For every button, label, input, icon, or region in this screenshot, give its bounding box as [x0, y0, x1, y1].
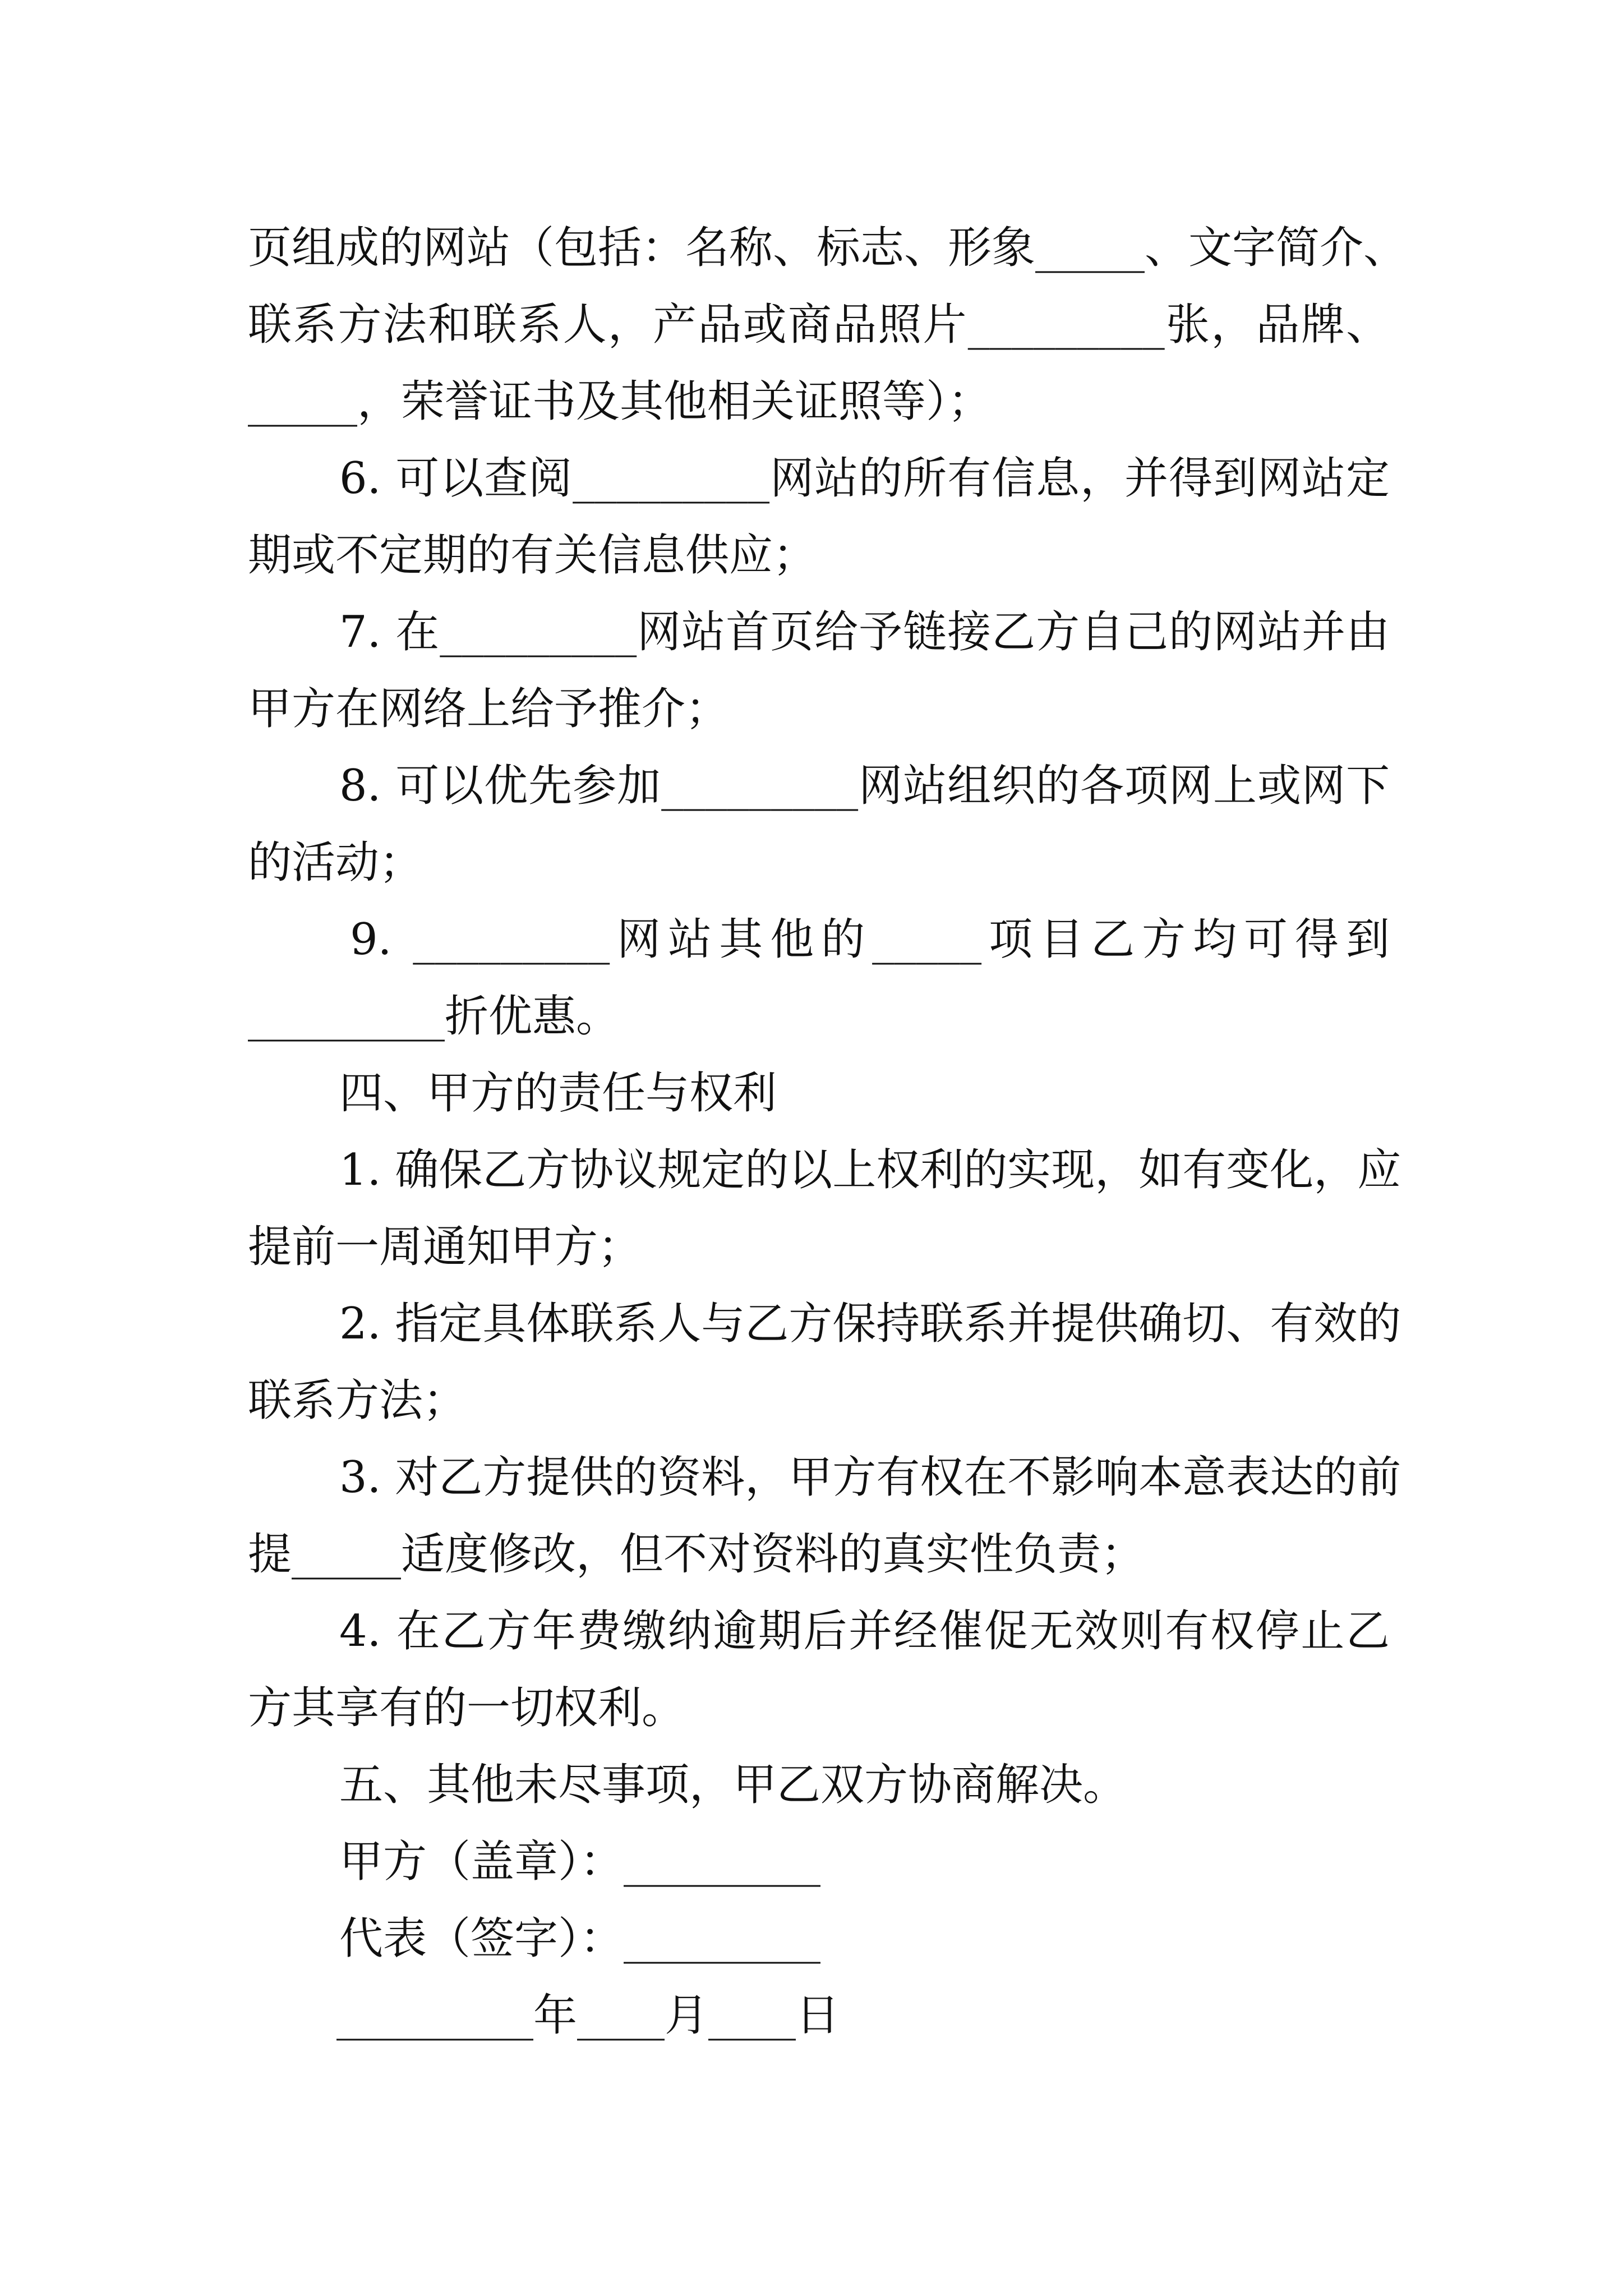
party-a-seal-label: 甲方（盖章）： [339, 1837, 624, 1887]
clause-3-6-line-2: 期或不定期的有关信息供应； [248, 530, 817, 581]
representative-signature-label: 代表（签字）： [339, 1913, 624, 1964]
clause-3-6-line-1: 6. 可以查阅_________网站的所有信息，并得到网站定 [339, 453, 1390, 504]
clause-3-5-line-3: _____，荣誉证书及其他相关证照等）； [248, 376, 992, 427]
clause-3-7-line-2: 甲方在网络上给予推介； [248, 684, 730, 734]
clause-3-8-line-2: 的活动； [248, 838, 423, 888]
clause-4-4-line-1: 4. 在乙方年费缴纳逾期后并经催促无效则有权停止乙 [339, 1606, 1390, 1657]
section-5-text: 五、其他未尽事项，甲乙双方协商解决。 [339, 1760, 1127, 1810]
clause-3-5-line-2: 联系方法和联系人，产品或商品照片_________张，品牌、 [248, 300, 1390, 350]
clause-4-1-line-2: 提前一周通知甲方； [248, 1222, 642, 1272]
clause-4-3-line-2: 提_____适度修改，但不对资料的真实性负责； [248, 1529, 1145, 1580]
representative-signature-blank: _________ [624, 1913, 821, 1964]
clause-3-7-line-1: 7. 在_________网站首页给予链接乙方自己的网站并由 [339, 607, 1390, 657]
representative-signature-line [248, 1901, 1390, 1977]
clause-4-4-line-2: 方其享有的一切权利。 [248, 1683, 686, 1733]
section-4-heading: 四、甲方的责任与权利 [339, 1068, 777, 1119]
party-a-seal-line [248, 1824, 1390, 1901]
clause-4-2-line-1: 2. 指定具体联系人与乙方保持联系并提供确切、有效的 [339, 1299, 1401, 1349]
document-body [248, 210, 1408, 2054]
clause-3-8-line-1: 8. 可以优先参加_________网站组织的各项网上或网下 [339, 761, 1390, 811]
clause-4-2-line-2: 联系方法； [248, 1375, 467, 1426]
clause-4-1-line-1: 1. 确保乙方协议规定的以上权利的实现，如有变化，应 [339, 1145, 1401, 1195]
clause-3-9-line-2: _________折优惠。 [248, 991, 620, 1042]
signature-date-line: _________年____月____日 [336, 1990, 840, 2041]
clause-3-9-line-1: 9. _________网站其他的_____项目乙方均可得到 [350, 914, 1390, 965]
party-a-seal-blank: _________ [624, 1837, 821, 1887]
clause-3-5-line-1: 页组成的网站（包括：名称、标志、形象_____、文字简介、 [248, 223, 1408, 273]
clause-4-3-line-1: 3. 对乙方提供的资料，甲方有权在不影响本意表达的前 [339, 1452, 1401, 1503]
